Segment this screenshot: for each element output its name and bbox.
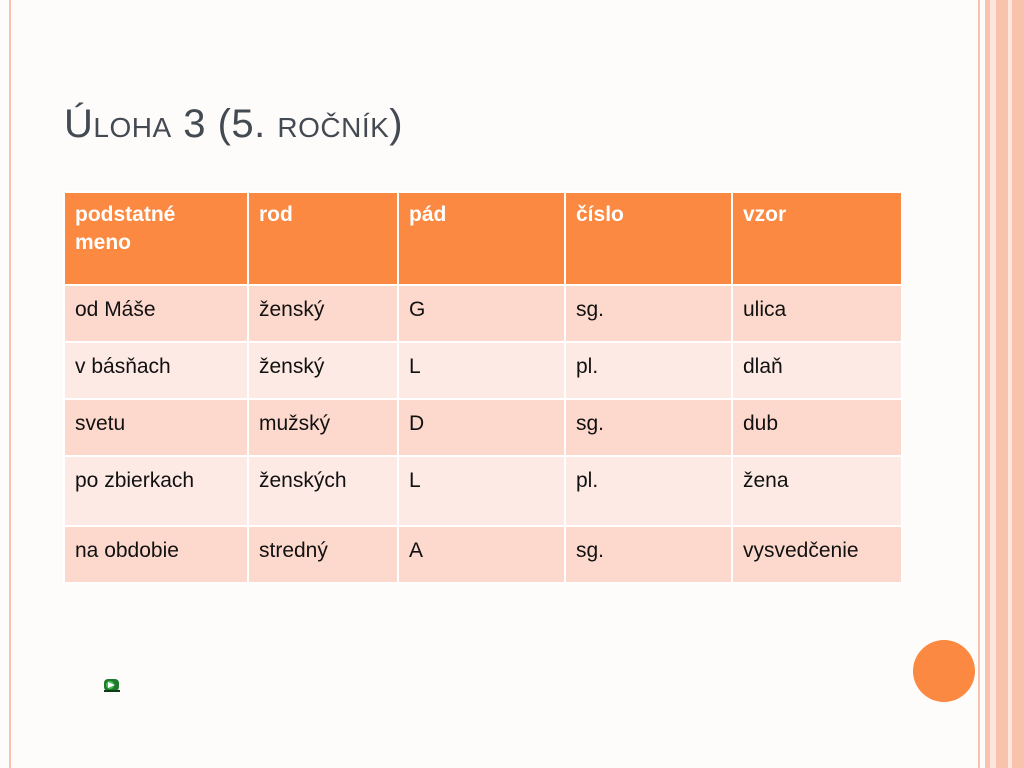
table-cell: dlaň [732, 342, 902, 399]
table-cell: ženský [248, 285, 398, 342]
left-frame-line [9, 0, 11, 768]
table-row [64, 285, 902, 342]
header-podstatne-meno: podstatné meno [64, 192, 248, 285]
header-vzor: vzor [732, 192, 902, 285]
table-cell: sg. [565, 526, 732, 583]
table-cell: stredný [248, 526, 398, 583]
table-cell: svetu [64, 399, 248, 456]
action-button-icon[interactable] [103, 677, 121, 693]
table-cell: od Máše [64, 285, 248, 342]
table-cell: L [398, 456, 565, 526]
decorative-circle [913, 640, 975, 702]
grammar-table [63, 191, 903, 584]
table-cell: ženský [248, 342, 398, 399]
table-cell: A [398, 526, 565, 583]
table-cell: po zbierkach [64, 456, 248, 526]
table-cell: ulica [732, 285, 902, 342]
table-header-row [64, 192, 902, 285]
slide-title: Úloha 3 (5. ročník) [64, 102, 404, 146]
right-frame-stripes [974, 0, 1024, 768]
table-row [64, 456, 902, 526]
header-pad: pád [398, 192, 565, 285]
table-cell: mužský [248, 399, 398, 456]
header-rod: rod [248, 192, 398, 285]
table-cell: G [398, 285, 565, 342]
table-cell: žena [732, 456, 902, 526]
table-cell: dub [732, 399, 902, 456]
table-cell: vysvedčenie [732, 526, 902, 583]
table-row [64, 526, 902, 583]
table-cell: ženských [248, 456, 398, 526]
table-cell: D [398, 399, 565, 456]
table-cell: sg. [565, 399, 732, 456]
table-cell: v básňach [64, 342, 248, 399]
table-cell: pl. [565, 342, 732, 399]
table-row [64, 342, 902, 399]
table-cell: na obdobie [64, 526, 248, 583]
table-cell: sg. [565, 285, 732, 342]
table-cell: L [398, 342, 565, 399]
header-cislo: číslo [565, 192, 732, 285]
table-cell: pl. [565, 456, 732, 526]
table-row [64, 399, 902, 456]
